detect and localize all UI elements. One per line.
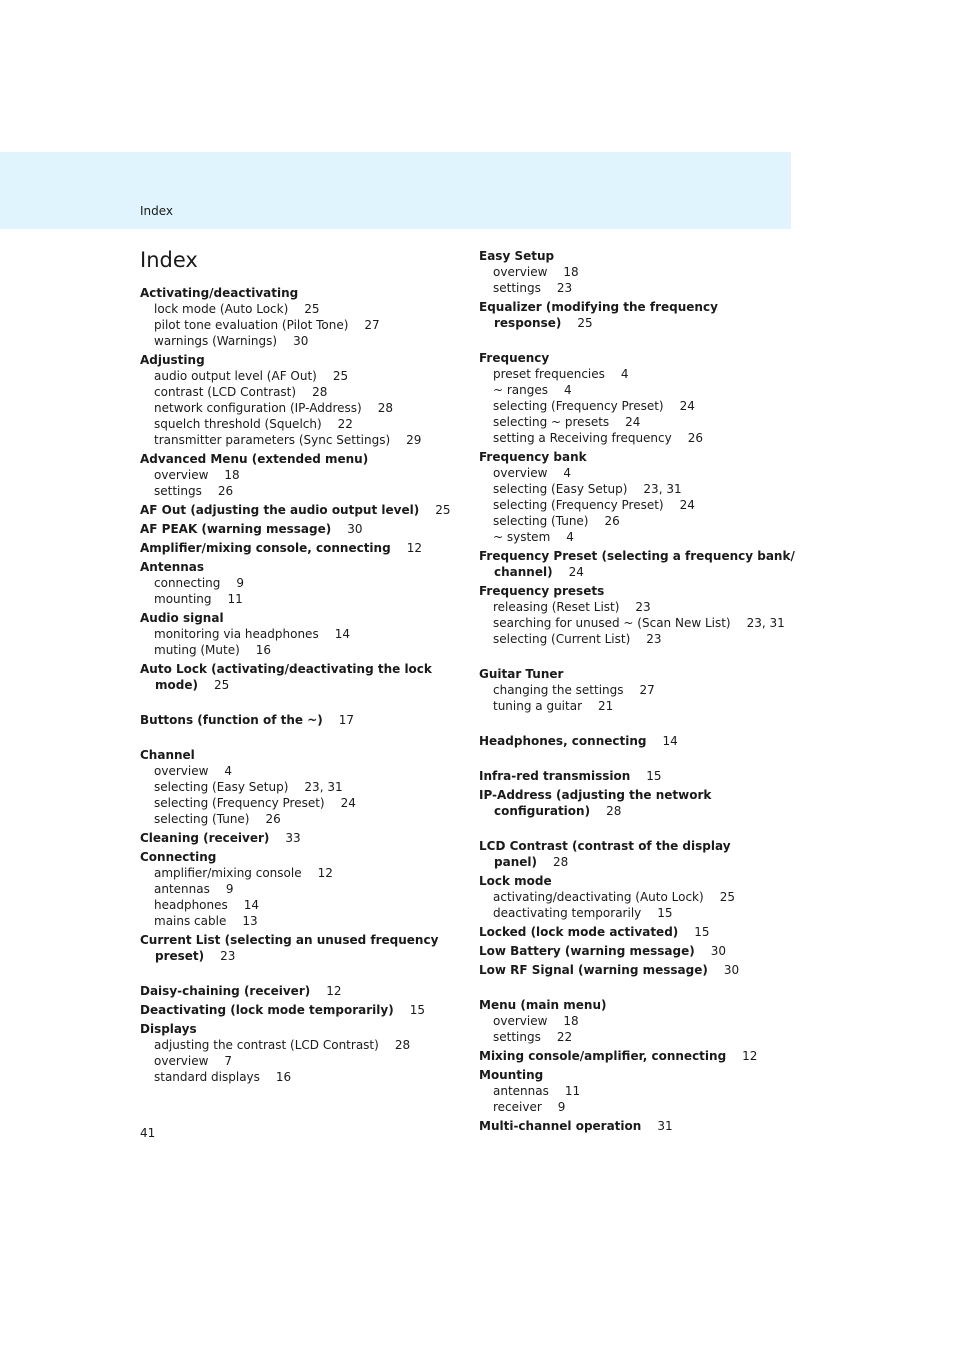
- index-subentry: [140, 865, 470, 881]
- index-term: [140, 747, 470, 763]
- index-subentry: [140, 416, 470, 432]
- index-subentry-text: overview: [154, 468, 209, 482]
- index-entry: [479, 997, 799, 1045]
- index-subentry-text: selecting ~ presets: [493, 415, 610, 429]
- index-entry: [479, 962, 799, 978]
- index-term: [140, 559, 470, 575]
- index-subentry-text: overview: [154, 1054, 209, 1068]
- index-subentry-text: selecting (Tune): [154, 812, 250, 826]
- index-entry: [140, 1002, 470, 1018]
- index-subentry-pages: 24: [340, 796, 356, 810]
- index-entry: [479, 943, 799, 959]
- index-term-pages: 12: [326, 984, 342, 998]
- index-subentry-pages: 23, 31: [643, 482, 682, 496]
- index-entry: [479, 1067, 799, 1115]
- index-term: [140, 540, 470, 556]
- index-subentry: [479, 264, 799, 280]
- page-number: 41: [140, 1126, 156, 1140]
- index-term-text: Frequency bank: [479, 450, 587, 464]
- index-subentry-pages: 23: [556, 281, 573, 295]
- index-entry: [140, 712, 470, 728]
- index-subentry: [140, 763, 470, 779]
- index-subentry-pages: 27: [364, 318, 380, 332]
- index-term: [479, 838, 799, 870]
- index-subentry: [479, 529, 799, 545]
- index-subentry: [140, 779, 470, 795]
- index-subentry: [479, 465, 799, 481]
- index-subentry-pages: 16: [275, 1070, 292, 1084]
- index-subentry: [140, 1053, 470, 1069]
- index-subentry: [479, 631, 799, 647]
- index-subentry-text: antennas: [493, 1084, 549, 1098]
- index-subentry-text: warnings (Warnings): [154, 334, 278, 348]
- index-subentry: [140, 317, 470, 333]
- index-subentry-text: selecting (Frequency Preset): [493, 498, 664, 512]
- index-subentry-pages: 26: [604, 514, 620, 528]
- index-subentry: [479, 398, 799, 414]
- index-entry: [140, 830, 470, 846]
- index-subentry-text: connecting: [154, 576, 221, 590]
- index-subentry-pages: 25: [332, 369, 349, 383]
- index-term-text: Adjusting: [140, 353, 205, 367]
- index-subentry: [479, 513, 799, 529]
- index-subentry: [140, 626, 470, 642]
- index-term: [479, 787, 799, 819]
- index-term-text: Auto Lock (activating/deactivating the lock mode): [140, 662, 432, 692]
- index-subentry-text: selecting (Tune): [493, 514, 589, 528]
- index-term-text: Multi-channel operation: [479, 1119, 642, 1133]
- index-subentry-text: headphones: [154, 898, 228, 912]
- index-subentry-pages: 23: [646, 632, 662, 646]
- index-term: [479, 962, 799, 978]
- index-subentry-text: audio output level (AF Out): [154, 369, 317, 383]
- index-subentry-text: network configuration (IP-Address): [154, 401, 362, 415]
- index-term: [479, 350, 799, 366]
- index-entry: [479, 548, 799, 580]
- index-subentry-text: overview: [493, 466, 548, 480]
- index-subentry: [479, 414, 799, 430]
- index-subentry-text: selecting (Frequency Preset): [154, 796, 325, 810]
- index-subentry: [140, 575, 470, 591]
- index-subentry-pages: 23, 31: [746, 616, 785, 630]
- index-term-pages: 28: [552, 855, 569, 869]
- index-subentry-text: lock mode (Auto Lock): [154, 302, 289, 316]
- index-subentry-text: amplifier/mixing console: [154, 866, 302, 880]
- index-subentry-pages: 14: [243, 898, 260, 912]
- index-column-left: [140, 285, 470, 1085]
- index-term-text: Daisy-chaining (receiver): [140, 984, 311, 998]
- index-subentry: [140, 591, 470, 607]
- index-entry: [479, 583, 799, 647]
- index-entry: [140, 610, 470, 658]
- index-term-pages: 14: [662, 734, 678, 748]
- index-subentry-pages: 14: [334, 627, 350, 641]
- index-term-pages: 25: [577, 316, 593, 330]
- index-term-text: Infra-red transmission: [479, 769, 631, 783]
- index-term: [140, 849, 470, 865]
- index-subentry-pages: 7: [224, 1054, 233, 1068]
- index-entry: [479, 733, 799, 749]
- index-term-text: Audio signal: [140, 611, 224, 625]
- index-term-text: LCD Contrast (contrast of the display panel): [479, 839, 731, 869]
- index-term: [140, 661, 470, 693]
- index-subentry: [140, 333, 470, 349]
- index-term-pages: 30: [723, 963, 740, 977]
- index-subentry: [140, 811, 470, 827]
- index-term: [479, 583, 799, 599]
- index-subentry: [140, 301, 470, 317]
- index-term: [479, 997, 799, 1013]
- index-subentry: [479, 905, 799, 921]
- index-entry: [479, 248, 799, 296]
- index-entry: [479, 1048, 799, 1064]
- index-term-text: Channel: [140, 748, 195, 762]
- index-subentry-text: activating/deactivating (Auto Lock): [493, 890, 704, 904]
- index-term: [479, 873, 799, 889]
- index-subentry: [479, 1013, 799, 1029]
- index-subentry-pages: 11: [227, 592, 243, 606]
- index-term: [479, 768, 799, 784]
- index-subentry-text: pilot tone evaluation (Pilot Tone): [154, 318, 349, 332]
- index-subentry-text: selecting (Easy Setup): [493, 482, 628, 496]
- index-subentry-text: searching for unused ~ (Scan New List): [493, 616, 731, 630]
- index-subentry-text: preset frequencies: [493, 367, 605, 381]
- index-term: [479, 1048, 799, 1064]
- index-term-text: Connecting: [140, 850, 217, 864]
- index-term-pages: 24: [568, 565, 584, 579]
- index-entry: [140, 352, 470, 448]
- index-term: [140, 983, 470, 999]
- header-section-label: Index: [140, 204, 174, 218]
- index-term-pages: 25: [213, 678, 230, 692]
- index-term-text: Deactivating (lock mode temporarily): [140, 1003, 394, 1017]
- index-term-pages: 12: [742, 1049, 758, 1063]
- index-term: [140, 932, 470, 964]
- index-subentry-pages: 4: [563, 466, 572, 480]
- index-term-text: Headphones, connecting: [479, 734, 647, 748]
- index-entry: [140, 983, 470, 999]
- index-entry: [140, 559, 470, 607]
- index-term-text: Guitar Tuner: [479, 667, 564, 681]
- index-term-text: Frequency presets: [479, 584, 605, 598]
- index-term-pages: 31: [657, 1119, 673, 1133]
- index-subentry-pages: 25: [719, 890, 735, 904]
- index-term-pages: 30: [347, 522, 363, 536]
- index-subentry-pages: 24: [679, 498, 695, 512]
- index-subentry: [140, 467, 470, 483]
- index-subentry-pages: 21: [598, 699, 614, 713]
- index-entry: [140, 451, 470, 499]
- index-entry: [479, 1118, 799, 1134]
- index-subentry-text: ~ ranges: [493, 383, 549, 397]
- index-subentry-text: mounting: [154, 592, 212, 606]
- index-subentry: [140, 642, 470, 658]
- index-entry: [140, 1021, 470, 1085]
- index-entry: [140, 661, 470, 693]
- index-subentry-pages: 28: [394, 1038, 411, 1052]
- index-subentry-text: overview: [493, 1014, 548, 1028]
- index-term: [479, 1118, 799, 1134]
- index-subentry-pages: 28: [377, 401, 393, 415]
- index-term-text: Current List (selecting an unused frequency preset): [140, 933, 439, 963]
- index-term-pages: 28: [606, 804, 622, 818]
- index-entry: [479, 666, 799, 714]
- index-subentry-pages: 18: [224, 468, 240, 482]
- index-subentry-text: selecting (Frequency Preset): [493, 399, 664, 413]
- index-column-right: [479, 248, 799, 1134]
- index-subentry: [479, 1099, 799, 1115]
- index-subentry-text: standard displays: [154, 1070, 260, 1084]
- index-subentry-pages: 30: [293, 334, 309, 348]
- index-term-text: Easy Setup: [479, 249, 555, 263]
- index-term-text: IP-Address (adjusting the network configuration): [479, 788, 712, 818]
- index-subentry-pages: 23: [635, 600, 651, 614]
- index-subentry: [479, 497, 799, 513]
- index-term: [479, 449, 799, 465]
- index-subentry-pages: 18: [563, 265, 579, 279]
- index-term-pages: 17: [338, 713, 355, 727]
- index-term-text: Amplifier/mixing console, connecting: [140, 541, 391, 555]
- index-term-pages: 23: [220, 949, 236, 963]
- index-subentry: [140, 897, 470, 913]
- index-entry: [479, 787, 799, 819]
- index-subentry: [479, 366, 799, 382]
- index-subentry-text: selecting (Easy Setup): [154, 780, 289, 794]
- index-term: [479, 924, 799, 940]
- index-subentry-text: releasing (Reset List): [493, 600, 620, 614]
- index-subentry: [479, 280, 799, 296]
- index-subentry: [479, 1083, 799, 1099]
- index-term: [479, 248, 799, 264]
- index-subentry-text: contrast (LCD Contrast): [154, 385, 297, 399]
- index-term-text: Low Battery (warning message): [479, 944, 695, 958]
- index-term-text: Displays: [140, 1022, 197, 1036]
- index-subentry-pages: 22: [337, 417, 353, 431]
- index-term-text: Mounting: [479, 1068, 544, 1082]
- index-subentry: [140, 432, 470, 448]
- index-term-pages: 33: [285, 831, 301, 845]
- index-term-text: AF Out (adjusting the audio output level): [140, 503, 420, 517]
- index-subentry: [140, 1037, 470, 1053]
- index-subentry-text: changing the settings: [493, 683, 624, 697]
- index-subentry-pages: 25: [304, 302, 320, 316]
- index-subentry-text: adjusting the contrast (LCD Contrast): [154, 1038, 379, 1052]
- index-entry: [140, 932, 470, 964]
- index-subentry: [140, 384, 470, 400]
- index-entry: [479, 924, 799, 940]
- index-term-text: Low RF Signal (warning message): [479, 963, 708, 977]
- index-term-text: Buttons (function of the ~): [140, 713, 323, 727]
- index-subentry-text: tuning a guitar: [493, 699, 583, 713]
- index-entry: [140, 521, 470, 537]
- index-entry: [479, 350, 799, 446]
- index-term-pages: 30: [710, 944, 726, 958]
- index-term-text: Mixing console/amplifier, connecting: [479, 1049, 727, 1063]
- index-subentry-text: transmitter parameters (Sync Settings): [154, 433, 391, 447]
- index-subentry: [479, 682, 799, 698]
- index-subentry-pages: 12: [317, 866, 333, 880]
- index-subentry-pages: 13: [242, 914, 258, 928]
- index-subentry-pages: 4: [620, 367, 629, 381]
- index-term-text: Frequency: [479, 351, 550, 365]
- index-subentry-text: receiver: [493, 1100, 542, 1114]
- index-subentry-pages: 28: [312, 385, 328, 399]
- index-subentry-pages: 26: [265, 812, 281, 826]
- index-subentry-text: monitoring via headphones: [154, 627, 319, 641]
- index-subentry: [479, 615, 799, 631]
- index-subentry-pages: 9: [236, 576, 245, 590]
- page-title: Index: [140, 248, 198, 272]
- index-entry: [479, 299, 799, 331]
- index-subentry: [479, 1029, 799, 1045]
- index-term: [140, 610, 470, 626]
- index-subentry-pages: 4: [566, 530, 574, 544]
- index-term: [140, 451, 470, 467]
- index-entry: [140, 540, 470, 556]
- index-entry: [140, 747, 470, 827]
- index-subentry: [140, 913, 470, 929]
- index-term: [140, 502, 470, 518]
- index-subentry-text: selecting (Current List): [493, 632, 631, 646]
- index-term-text: Equalizer (modifying the frequency response): [479, 300, 718, 330]
- index-subentry-text: overview: [493, 265, 548, 279]
- index-term: [140, 712, 470, 728]
- index-subentry: [479, 599, 799, 615]
- index-subentry: [479, 698, 799, 714]
- index-entry: [479, 838, 799, 870]
- index-subentry-pages: 22: [556, 1030, 573, 1044]
- index-subentry-pages: 11: [564, 1084, 581, 1098]
- index-term-text: AF PEAK (warning message): [140, 522, 332, 536]
- index-subentry-text: mains cable: [154, 914, 227, 928]
- index-term-text: Lock mode: [479, 874, 552, 888]
- index-subentry-text: settings: [493, 281, 541, 295]
- index-subentry-pages: 29: [406, 433, 422, 447]
- index-term: [140, 1002, 470, 1018]
- index-term-text: Antennas: [140, 560, 205, 574]
- index-subentry-pages: 15: [657, 906, 673, 920]
- index-term: [479, 548, 799, 580]
- index-term: [479, 299, 799, 331]
- index-entry: [479, 449, 799, 545]
- index-term-text: Activating/deactivating: [140, 286, 299, 300]
- index-subentry-text: antennas: [154, 882, 210, 896]
- index-term-pages: 15: [409, 1003, 425, 1017]
- index-subentry: [140, 368, 470, 384]
- index-term-pages: 15: [694, 925, 710, 939]
- index-entry: [140, 285, 470, 349]
- header-band: [0, 152, 791, 229]
- index-subentry-pages: 26: [687, 431, 704, 445]
- index-subentry-pages: 9: [557, 1100, 566, 1114]
- index-subentry: [140, 795, 470, 811]
- index-term-text: Locked (lock mode activated): [479, 925, 679, 939]
- index-term: [140, 352, 470, 368]
- index-term-text: Menu (main menu): [479, 998, 607, 1012]
- index-term-pages: 15: [646, 769, 662, 783]
- index-subentry-pages: 26: [217, 484, 234, 498]
- index-subentry-text: deactivating temporarily: [493, 906, 642, 920]
- index-term-text: Cleaning (receiver): [140, 831, 270, 845]
- index-subentry-pages: 4: [564, 383, 572, 397]
- index-term-text: Advanced Menu (extended menu): [140, 452, 369, 466]
- index-entry: [479, 873, 799, 921]
- index-subentry-pages: 16: [255, 643, 272, 657]
- index-subentry-pages: 23, 31: [304, 780, 343, 794]
- index-subentry: [479, 481, 799, 497]
- index-subentry-pages: 4: [224, 764, 233, 778]
- index-subentry-pages: 9: [225, 882, 234, 896]
- index-subentry-pages: 24: [679, 399, 695, 413]
- index-term: [140, 1021, 470, 1037]
- index-term: [479, 733, 799, 749]
- index-subentry: [479, 430, 799, 446]
- index-term: [479, 1067, 799, 1083]
- index-entry: [140, 849, 470, 929]
- index-subentry-pages: 24: [625, 415, 641, 429]
- index-subentry: [140, 483, 470, 499]
- index-term-pages: 12: [406, 541, 422, 555]
- index-entry: [479, 768, 799, 784]
- index-subentry-pages: 18: [563, 1014, 579, 1028]
- index-subentry: [140, 881, 470, 897]
- index-subentry-text: setting a Receiving frequency: [493, 431, 672, 445]
- index-entry: [140, 502, 470, 518]
- index-subentry-text: settings: [154, 484, 202, 498]
- index-subentry: [140, 400, 470, 416]
- index-subentry-text: squelch threshold (Squelch): [154, 417, 322, 431]
- index-subentry-text: settings: [493, 1030, 541, 1044]
- index-subentry-text: overview: [154, 764, 209, 778]
- index-subentry-text: ~ system: [493, 530, 551, 544]
- index-term: [140, 521, 470, 537]
- index-subentry-text: muting (Mute): [154, 643, 240, 657]
- index-subentry-pages: 27: [639, 683, 655, 697]
- index-term: [140, 285, 470, 301]
- index-subentry: [479, 382, 799, 398]
- index-subentry: [479, 889, 799, 905]
- index-subentry: [140, 1069, 470, 1085]
- index-term: [479, 943, 799, 959]
- index-term-pages: 25: [435, 503, 451, 517]
- index-term: [140, 830, 470, 846]
- index-term: [479, 666, 799, 682]
- index-term-text: Frequency Preset (selecting a frequency bank/ channel): [479, 549, 795, 579]
